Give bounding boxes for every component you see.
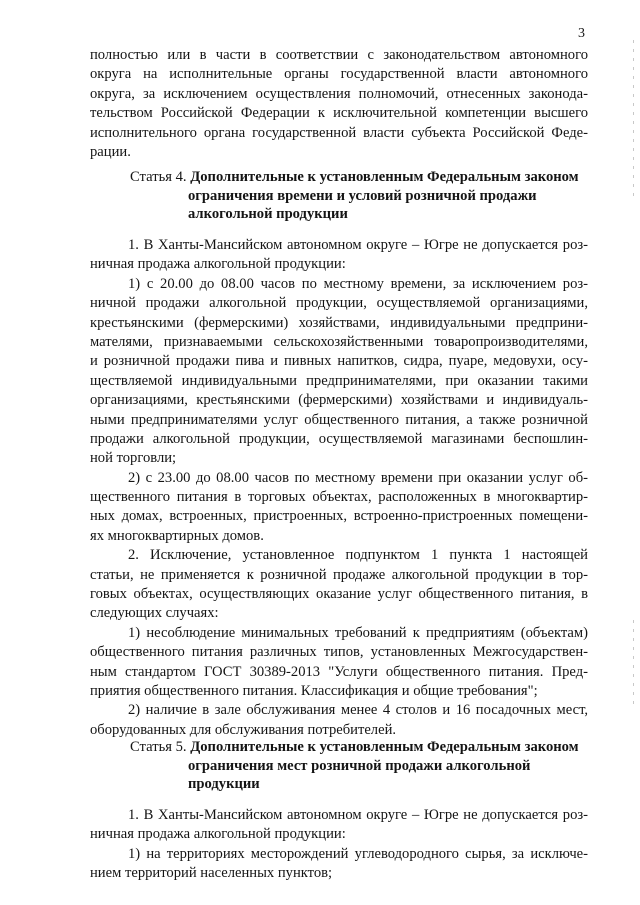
intro-paragraph — [90, 46, 588, 162]
text-line: и розничной продажи пива и пивных напитков, сидра, пуаре, медовухи, осу- — [90, 353, 588, 370]
text-line: щественного питания в торговых объектах, расположенных в многоквартир- — [90, 489, 588, 506]
text-line: 1. В Ханты-Мансийском автономном округе – Югре не допускается роз- — [128, 237, 588, 253]
article-title-line: алкогольной продукции — [188, 206, 348, 222]
text-line: организациями, крестьянскими (фермерскими) хозяйствами и индивидуаль- — [90, 392, 588, 409]
text-line: 2. Исключение, установленное подпунктом 1 пункта 1 настоящей — [128, 547, 588, 564]
text-line: крестьянскими (фермерскими) хозяйствами, индивидуальными предприни- — [90, 314, 588, 331]
text-line: оборудованных для обслуживания потребителей. — [90, 721, 397, 738]
scan-edge-mark — [633, 40, 634, 200]
article-title-line: ограничения времени и условий розничной продажи — [188, 187, 537, 204]
text-line: округа, за исключением осуществления полномочий, отнесенных законода- — [90, 85, 588, 102]
article-label: Статья 4. — [130, 169, 187, 185]
text-line: рации. — [90, 143, 131, 160]
article-title-line: продукции — [188, 776, 260, 792]
article-title-line: ограничения мест розничной продажи алкогольной — [188, 757, 531, 774]
text-line: продажи алкогольной продукции, осуществляемой магазинами беспошлин- — [90, 430, 588, 447]
text-line: 2) наличие в зале обслуживания менее 4 столов и 16 посадочных мест, — [128, 702, 588, 719]
text-line: ничная продажа алкогольной продукции: — [90, 826, 346, 843]
text-line: ной торговли; — [90, 450, 177, 467]
article-5-body — [90, 806, 588, 884]
text-line: ными предпринимателями услуг общественного питания, а также розничной — [90, 411, 588, 428]
text-line: округа на исполнительные органы государственной власти автономного — [90, 66, 588, 83]
text-line: приятия общественного питания. Классификация и общие требования"; — [90, 682, 538, 699]
article-title-line: Дополнительные к установленным Федеральным законом — [190, 169, 579, 185]
text-line: следующих случаях: — [90, 605, 219, 622]
text-line: говых объектах, осуществляющих оказание услуг общественного питания, в — [90, 586, 588, 603]
text-line: ществляемой индивидуальными предпринимателями, при оказании такими — [90, 372, 588, 389]
article-label: Статья 5. — [130, 739, 187, 755]
text-line: нием территорий населенных пунктов; — [90, 865, 333, 882]
text-line: полностью или в части в соответствии с законодательством автономного — [90, 47, 588, 63]
text-line: 1. В Ханты-Мансийском автономном округе – Югре не допускается роз- — [128, 807, 588, 823]
text-line: ным стандартом ГОСТ 30389-2013 "Услуги общественного питания. Пред- — [90, 663, 588, 680]
article-title-line: Дополнительные к установленным Федеральным законом — [190, 739, 579, 755]
text-line: мателями, признаваемыми сельскохозяйственными товаропроизводителями, — [90, 333, 588, 350]
scan-edge-mark — [633, 620, 634, 710]
text-line: общественного питания различных типов, установленных Межгосударствен- — [90, 644, 588, 661]
article-5-heading — [130, 738, 588, 794]
text-line: 1) с 20.00 до 08.00 часов по местному времени, за исключением роз- — [128, 275, 588, 292]
text-line: ничной продажи алкогольной продукции, осуществляемой организациями, — [90, 295, 588, 312]
article-4-body — [90, 236, 588, 740]
text-line: ничная продажа алкогольной продукции: — [90, 256, 346, 273]
text-line: 1) на территориях месторождений углеводородного сырья, за исключе- — [128, 845, 588, 862]
text-line: 1) несоблюдение минимальных требований к предприятиям (объектам) — [128, 624, 588, 641]
text-line: 2) с 23.00 до 08.00 часов по местному времени при оказании услуг об- — [128, 469, 588, 486]
text-line: исполнительного органа государственной власти субъекта Российской Феде- — [90, 124, 588, 141]
text-line: ных домах, встроенных, пристроенных, встроенно-пристроенных помещени- — [90, 508, 588, 525]
text-line: тельством Российской Федерации к исключительной компетенции высшего — [90, 105, 588, 122]
text-line: статьи, не применяется к розничной продаже алкогольной продукции в тор- — [90, 566, 588, 583]
text-line: ях многоквартирных домов. — [90, 527, 264, 544]
page-number: 3 — [578, 26, 585, 41]
article-4-heading — [130, 168, 588, 224]
